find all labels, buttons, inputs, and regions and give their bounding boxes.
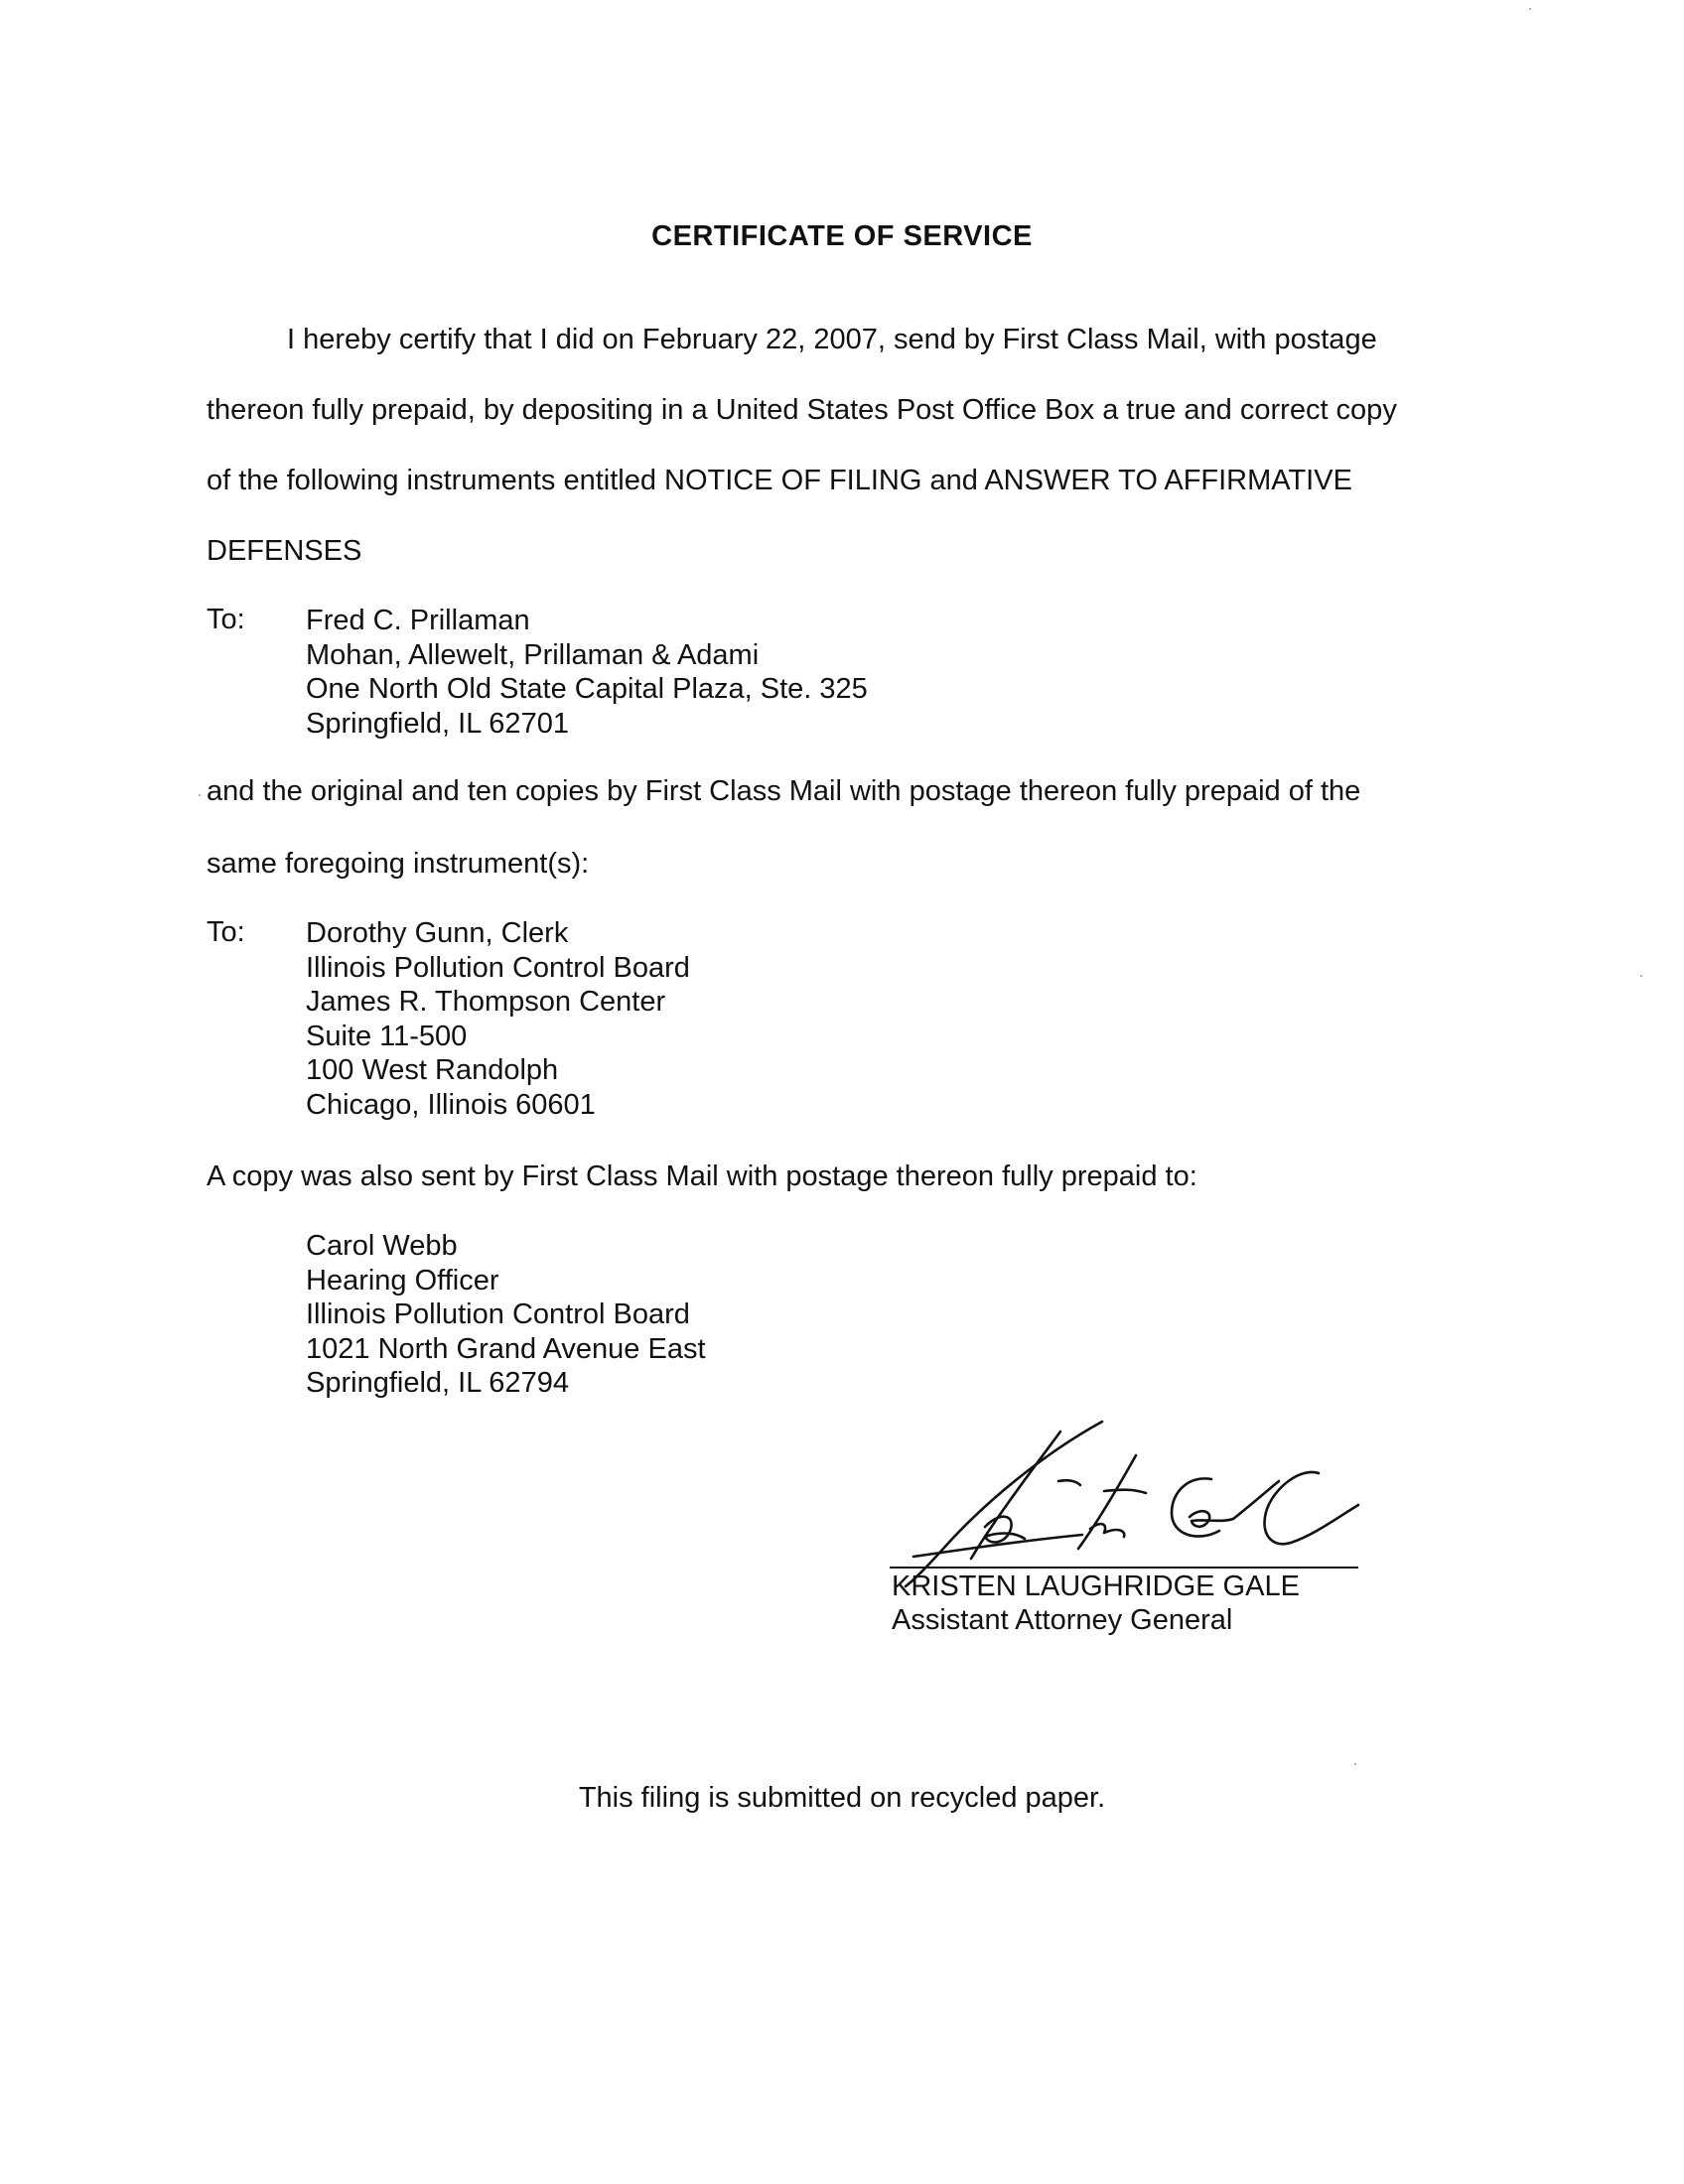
original-copies-line-2: same foregoing instrument(s): <box>207 848 590 880</box>
scan-speck <box>1529 8 1531 10</box>
address-line: Dorothy Gunn, Clerk <box>306 917 569 949</box>
scan-speck <box>1640 975 1642 977</box>
scan-speck <box>199 794 201 796</box>
address-line: Mohan, Allewelt, Prillaman & Adami <box>306 638 760 671</box>
address-line: Springfield, IL 62794 <box>306 1367 569 1399</box>
address-line: Fred C. Prillaman <box>306 605 530 636</box>
certification-line-4: DEFENSES <box>207 535 362 567</box>
address-line: Carol Webb <box>306 1230 458 1262</box>
address-line: James R. Thompson Center <box>306 986 666 1018</box>
copy-also-line: A copy was also sent by First Class Mail with postage thereon fully prepaid to: <box>207 1160 1197 1192</box>
recipient-2-address <box>306 916 690 1122</box>
address-line: Suite 11-500 <box>306 1020 468 1052</box>
address-line: Illinois Pollution Control Board <box>306 1298 690 1330</box>
address-line: 1021 North Grand Avenue East <box>306 1332 706 1365</box>
address-line: Chicago, Illinois 60601 <box>306 1088 596 1121</box>
certification-line-1: I hereby certify that I did on February 22, 2007, send by First Class Mail, with postage <box>287 324 1377 355</box>
document-title: CERTIFICATE OF SERVICE <box>651 220 1033 252</box>
recipient-1-label: To: <box>207 604 245 635</box>
signer-title: Assistant Attorney General <box>892 1604 1233 1636</box>
address-line: One North Old State Capital Plaza, Ste. 325 <box>306 673 868 705</box>
recipient-2-label: To: <box>207 916 245 948</box>
signature-line <box>890 1567 1358 1569</box>
signer-name: KRISTEN LAUGHRIDGE GALE <box>892 1570 1300 1602</box>
certification-line-2: thereon fully prepaid, by depositing in a United States Post Office Box a true and correct copy <box>207 394 1397 426</box>
scan-speck <box>1354 1763 1356 1765</box>
address-line: Illinois Pollution Control Board <box>306 951 690 984</box>
recipient-1-address <box>306 604 868 741</box>
certification-line-3: of the following instruments entitled NOTICE OF FILING and ANSWER TO AFFIRMATIVE <box>207 465 1352 496</box>
address-line: Springfield, IL 62701 <box>306 707 569 740</box>
recipient-3-address <box>306 1229 706 1401</box>
original-copies-line-1: and the original and ten copies by First Class Mail with postage thereon fully prepaid of the <box>207 775 1361 807</box>
address-line: Hearing Officer <box>306 1264 499 1297</box>
handwritten-signature <box>874 1410 1370 1588</box>
recycled-paper-note: This filing is submitted on recycled paper. <box>578 1782 1106 1814</box>
address-line: 100 West Randolph <box>306 1054 559 1086</box>
